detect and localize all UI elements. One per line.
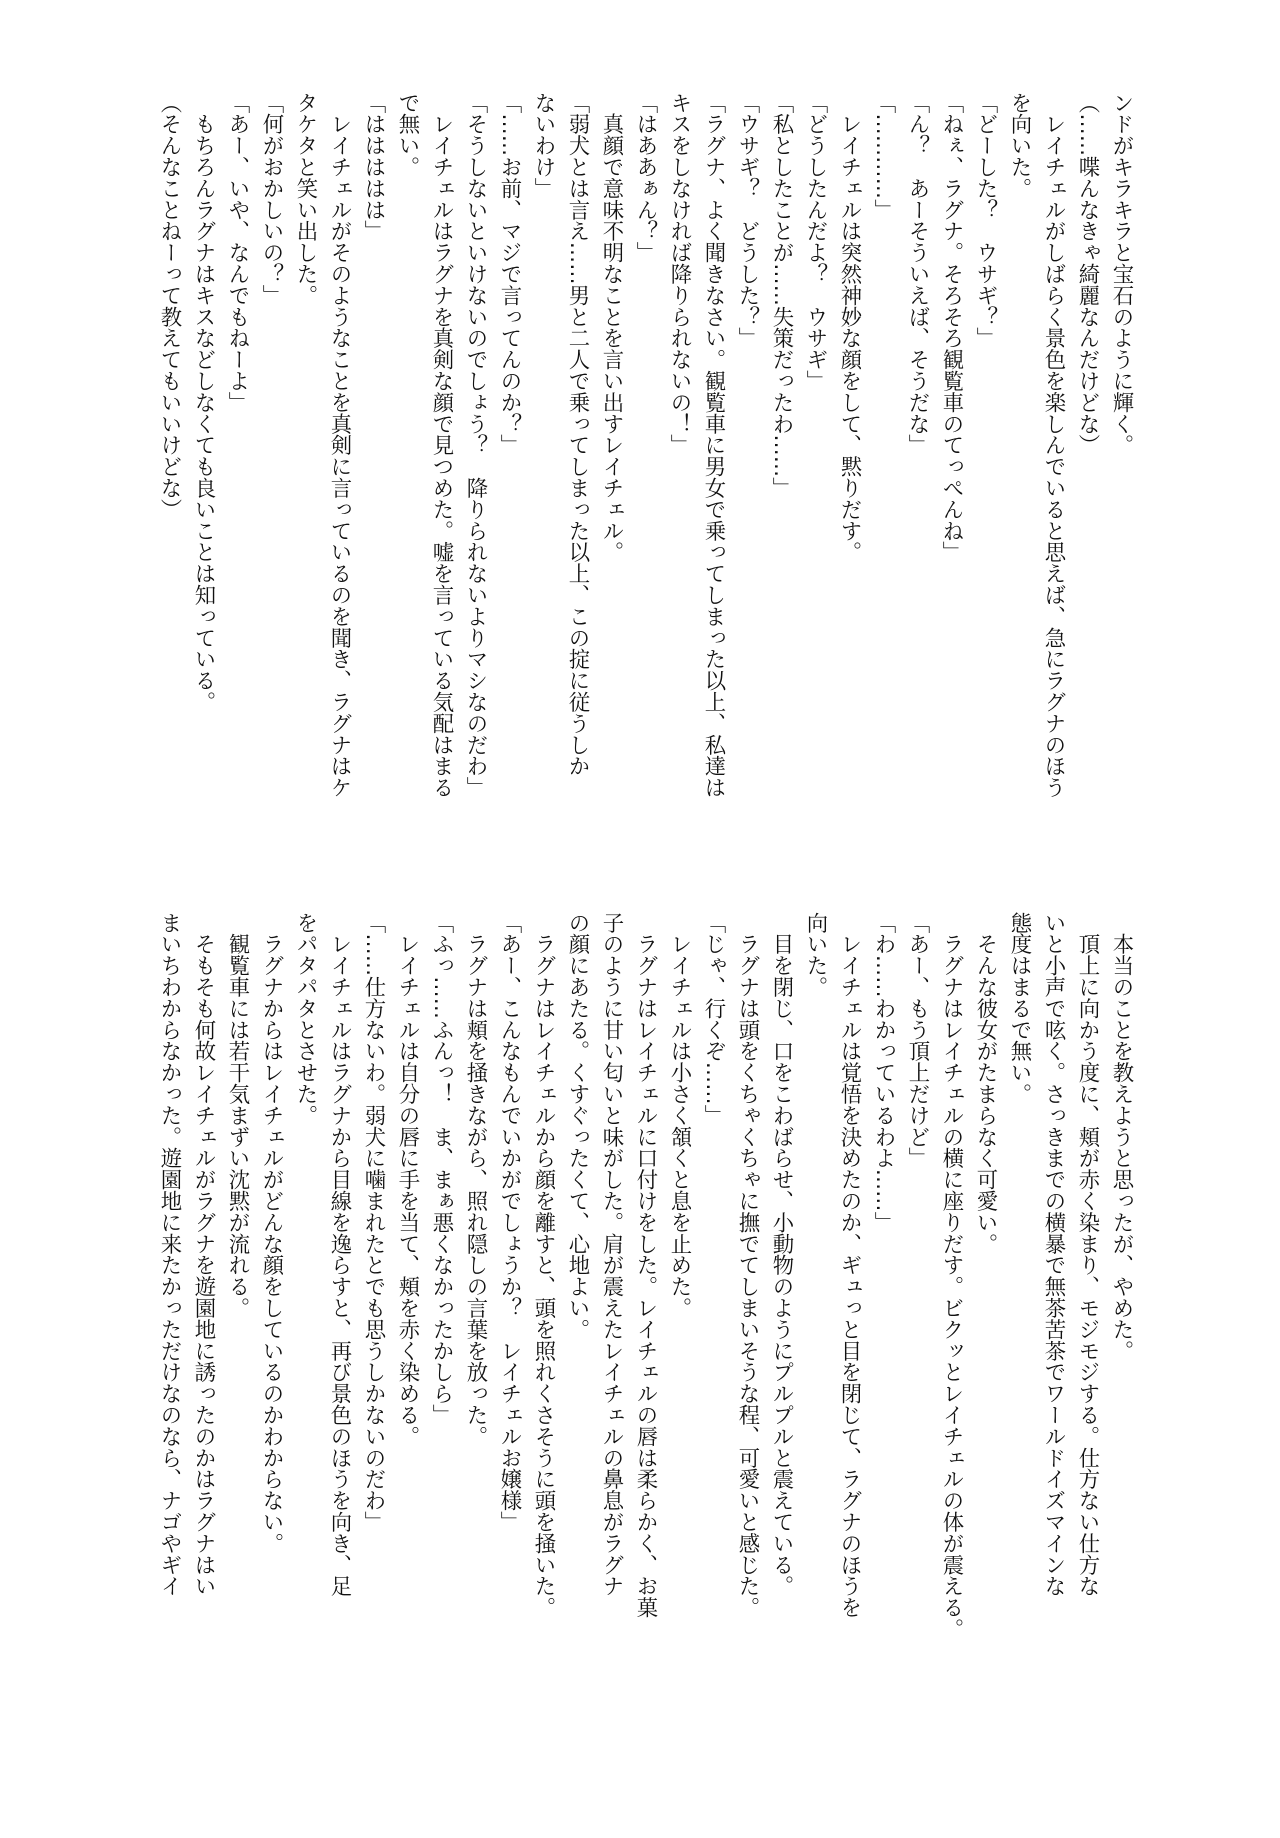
- text-line: 「あー、もう頂上だけど」: [905, 912, 930, 1169]
- text-line: ラグナはレイチェルに口付けをした。レイチェルの唇は柔らかく、お菓: [633, 912, 658, 1619]
- text-line: ラグナは頬を掻きながら、照れ隠しの言葉を放った。: [463, 912, 488, 1447]
- text-line: 本当のことを教えようと思ったが、やめた。: [1109, 912, 1134, 1362]
- text-line: レイチェルはラグナから目線を逸らすと、再び景色のほうを向き、足: [327, 912, 352, 1597]
- text-line: 「ねぇ、ラグナ。そろそろ観覧車のてっぺんね」: [939, 92, 964, 563]
- text-line: もちろんラグナはキスなどしなくても良いことは知っている。: [191, 92, 216, 713]
- text-line: 「じゃ、行くぞ……」: [701, 912, 726, 1126]
- text-line: レイチェルはラグナを真剣な顔で見つめた。嘘を言っている気配はまる: [429, 92, 454, 799]
- text-line: ラグナからはレイチェルがどんな顔をしているのかわからない。: [259, 912, 284, 1554]
- text-line: 態度はまるで無い。: [1007, 912, 1032, 1105]
- text-line: 「弱犬とは言え……男と二人で乗ってしまった以上、この掟に従うしか: [565, 92, 590, 777]
- text-line: をパタパタとさせた。: [293, 912, 318, 1126]
- text-line: 「…………」: [871, 92, 896, 221]
- text-line: 「ん？ あーそういえば、そうだな」: [905, 92, 930, 456]
- text-line: ラグナは頭をくちゃくちゃに撫でてしまいそうな程、可愛いと感じた。: [735, 912, 760, 1619]
- text-block-bottom: [152, 912, 1138, 1640]
- text-line: 「……お前、マジで言ってんのか？」: [497, 92, 522, 456]
- text-line: （そんなことねーって教えてもいいけどな）: [157, 92, 182, 520]
- text-line: 「ラグナ、よく聞きなさい。観覧車に男女で乗ってしまった以上、私達は: [701, 92, 726, 799]
- text-block-top: [152, 92, 1138, 812]
- text-line: 「あー、こんなもんでいかがでしょうか？ レイチェルお嬢様」: [497, 912, 522, 1533]
- text-line: を向いた。: [1007, 92, 1032, 199]
- text-line: そんな彼女がたまらなく可愛い。: [973, 912, 998, 1255]
- text-line: 「……仕方ないわ。弱犬に噛まれたとでも思うしかないのだわ」: [361, 912, 386, 1533]
- text-line: 「どうしたんだよ？ ウサギ」: [803, 92, 828, 392]
- text-line: 向いた。: [803, 912, 828, 998]
- text-line: 頂上に向かう度に、頬が赤く染まり、モジモジする。仕方ない仕方な: [1075, 912, 1100, 1597]
- text-line: ンドがキラキラと宝石のように輝く。: [1109, 92, 1134, 456]
- text-line: まいちわからなかった。遊園地に来たかっただけなのなら、ナゴやギイ: [157, 912, 182, 1597]
- text-line: キスをしなければ降りられないの！」: [667, 92, 692, 456]
- text-line: 「私としたことが……失策だったわ……」: [769, 92, 794, 499]
- text-line: 「はああぁん？」: [633, 92, 658, 264]
- text-line: レイチェルは小さく頷くと息を止めた。: [667, 912, 692, 1319]
- text-line: 「どーした？ ウサギ？」: [973, 92, 998, 349]
- text-line: 「何がおかしいの？」: [259, 92, 284, 306]
- text-line: レイチェルは突然神妙な顔をして、黙りだす。: [837, 92, 862, 563]
- text-line: の顔にあたる。くすぐったくて、心地よい。: [565, 912, 590, 1340]
- text-line: 観覧車には若干気まずい沈黙が流れる。: [225, 912, 250, 1319]
- text-line: ラグナはレイチェルから顔を離すと、頭を照れくさそうに頭を掻いた。: [531, 912, 556, 1619]
- text-line: 真顔で意味不明なことを言い出すレイチェル。: [599, 92, 624, 563]
- text-line: レイチェルがしばらく景色を楽しんでいると思えば、急にラグナのほう: [1041, 92, 1066, 799]
- text-line: （……喋んなきゃ綺麗なんだけどな）: [1075, 92, 1100, 456]
- text-line: 「ウサギ？ どうした？」: [735, 92, 760, 349]
- text-line: 目を閉じ、口をこわばらせ、小動物のようにプルプルと震えている。: [769, 912, 794, 1597]
- text-line: レイチェルがそのようなことを真剣に言っているのを聞き、ラグナはケ: [327, 92, 352, 799]
- text-line: そもそも何故レイチェルがラグナを遊園地に誘ったのかはラグナはい: [191, 912, 216, 1597]
- text-line: 子のように甘い匂いと味がした。肩が震えたレイチェルの鼻息がラグナ: [599, 912, 624, 1597]
- text-line: 「そうしないといけないのでしょう？ 降りられないよりマシなのだわ」: [463, 92, 488, 799]
- text-line: タケタと笑い出した。: [293, 92, 318, 306]
- text-line: で無い。: [395, 92, 420, 178]
- text-line: 「ふっ……ふんっ！ ま、まぁ悪くなかったかしら」: [429, 912, 454, 1426]
- text-line: レイチェルは自分の唇に手を当て、頬を赤く染める。: [395, 912, 420, 1447]
- text-line: レイチェルは覚悟を決めたのか、ギュっと目を閉じて、ラグナのほうを: [837, 912, 862, 1619]
- text-line: 「あー、いや、なんでもねーよ」: [225, 92, 250, 413]
- text-line: ないわけ」: [531, 92, 556, 199]
- text-line: 「わ……わかっているわよ……」: [871, 912, 896, 1233]
- text-line: ラグナはレイチェルの横に座りだす。ビクッとレイチェルの体が震える。: [939, 912, 964, 1640]
- text-line: いと小声で呟く。さっきまでの横暴で無茶苦茶でワールドイズマインな: [1041, 912, 1066, 1597]
- text-line: 「ははははは」: [361, 92, 386, 242]
